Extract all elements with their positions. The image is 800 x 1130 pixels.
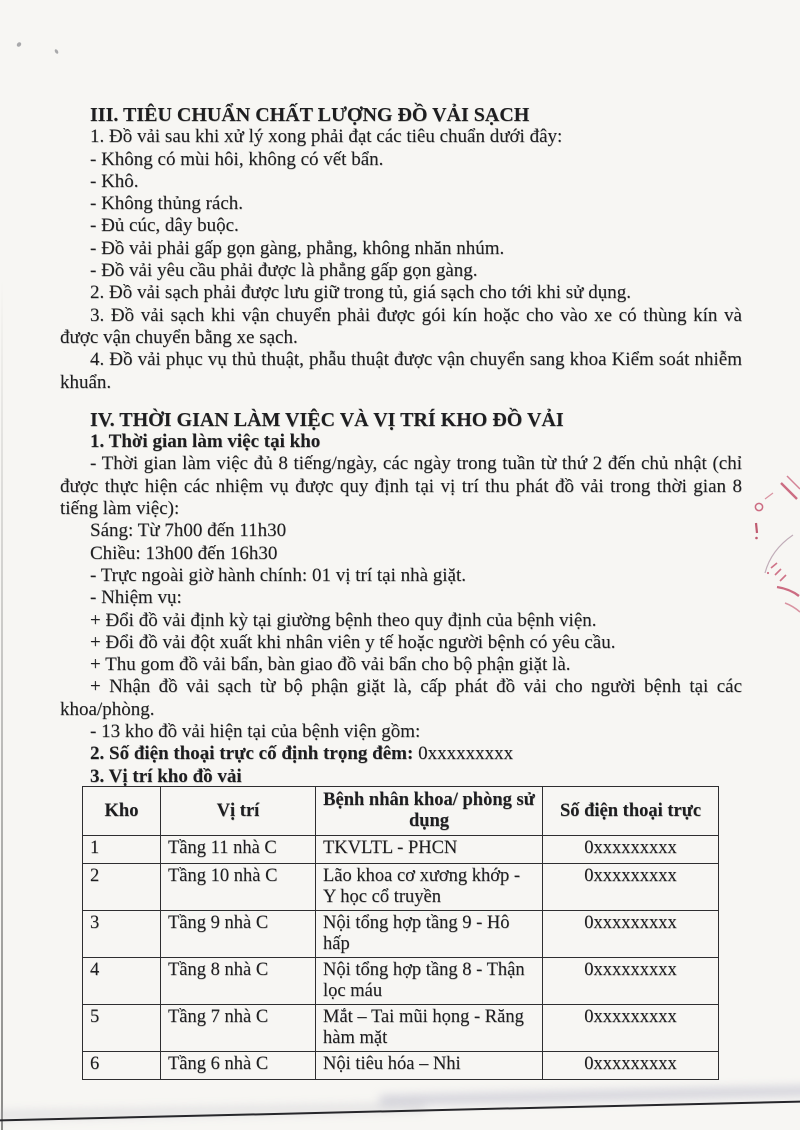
list-item: - Không có mùi hôi, không có vết bẩn. [90, 148, 384, 170]
cell-vi-tri: Tầng 8 nhà C [161, 958, 316, 1005]
list-item: - Đồ vải yêu cầu phải được là phẳng gấp gọn gàng. [90, 260, 478, 282]
table-row [83, 911, 719, 958]
cell-kho: 4 [83, 958, 161, 1005]
cell-kho: 3 [83, 911, 161, 958]
red-stamp-mark [735, 455, 800, 630]
cell-kho: 2 [83, 864, 161, 911]
list-item: + Đổi đồ vải định kỳ tại giường bệnh theo quy định của bệnh viện. [90, 609, 597, 631]
list-item: - Không thủng rách. [90, 193, 244, 215]
cell-phone: 0xxxxxxxxx [543, 958, 719, 1005]
subsection-1-heading: 1. Thời gian làm việc tại kho [90, 431, 321, 453]
list-item: + Thu gom đồ vải bẩn, bàn giao đồ vải bẩn cho bộ phận giặt là. [90, 654, 571, 676]
table-row [83, 1005, 719, 1052]
cell-kho: 5 [83, 1005, 161, 1052]
paragraph: 2. Đồ vải sạch phải được lưu giữ trong tủ, giá sạch cho tới khi sử dụng. [90, 282, 631, 304]
cell-benh-nhan: Lão khoa cơ xương khớp - Y học cổ truyền [316, 864, 543, 911]
paragraph: 4. Đồ vải phục vụ thủ thuật, phẫu thuật được vận chuyển sang khoa Kiểm soát nhiễm khuẩn. [60, 349, 742, 393]
cell-kho: 1 [83, 836, 161, 864]
table-header-row [83, 787, 719, 836]
linen-warehouse-table [82, 786, 719, 1080]
table-row [83, 1052, 719, 1080]
cell-benh-nhan: Nội tổng hợp tầng 8 - Thận lọc máu [316, 958, 543, 1005]
subsection-2-label: 2. Số điện thoại trực cố định trọng đêm: [90, 743, 414, 765]
cell-benh-nhan: Nội tiêu hóa – Nhi [316, 1052, 543, 1080]
cell-phone: 0xxxxxxxxx [543, 836, 719, 864]
column-header-benh-nhan: Bệnh nhân khoa/ phòng sử dụng [316, 787, 543, 836]
column-header-kho: Kho [83, 787, 161, 836]
cell-phone: 0xxxxxxxxx [543, 1052, 719, 1080]
column-header-vi-tri: Vị trí [161, 787, 316, 836]
table-row [83, 836, 719, 864]
cell-benh-nhan: TKVLTL - PHCN [316, 836, 543, 864]
cell-vi-tri: Tầng 11 nhà C [161, 836, 316, 864]
list-item: + Đổi đồ vải đột xuất khi nhân viên y tế hoặc người bệnh có yêu cầu. [90, 631, 616, 653]
paragraph: Chiều: 13h00 đến 16h30 [90, 542, 278, 564]
subsection-2-heading [60, 743, 742, 765]
paper-speck [16, 41, 22, 47]
paragraph: - Thời gian làm việc đủ 8 tiếng/ngày, các ngày trong tuần từ thứ 2 đến chủ nhật (chỉ được thực hiện các nhiệm vụ được quy định tại vị trí thu phát đồ vải trong thời gian 8 tiếng làm việc): [60, 453, 742, 520]
cell-kho: 6 [83, 1052, 161, 1080]
section-iv-heading: IV. THỜI GIAN LÀM VIỆC VÀ VỊ TRÍ KHO ĐỒ VẢI [90, 408, 564, 431]
cell-vi-tri: Tầng 10 nhà C [161, 864, 316, 911]
paper-left-edge [1, 280, 3, 1130]
document-body [60, 104, 742, 788]
list-item: - Đồ vải phải gấp gọn gàng, phẳng, không nhăn nhúm. [90, 237, 505, 259]
cell-vi-tri: Tầng 9 nhà C [161, 911, 316, 958]
paragraph: Sáng: Từ 7h00 đến 11h30 [90, 520, 287, 542]
subsection-3-heading: 3. Vị trí kho đồ vải [90, 765, 242, 787]
table-row [83, 864, 719, 911]
list-item: - Khô. [90, 170, 139, 192]
cell-phone: 0xxxxxxxxx [543, 1005, 719, 1052]
paper-speck [54, 49, 59, 55]
list-item: - Đủ cúc, dây buộc. [90, 215, 239, 237]
subsection-2-phone-value: 0xxxxxxxxx [413, 743, 514, 765]
paragraph: 1. Đồ vải sau khi xử lý xong phải đạt các tiêu chuẩn dưới đây: [90, 126, 563, 148]
cell-vi-tri: Tầng 7 nhà C [161, 1005, 316, 1052]
list-item: - Nhiệm vụ: [90, 587, 182, 609]
column-header-so-dien-thoai: Số điện thoại trực [543, 787, 719, 836]
cell-vi-tri: Tầng 6 nhà C [161, 1052, 316, 1080]
paragraph: 3. Đồ vải sạch khi vận chuyển phải được gói kín hoặc cho vào xe có thùng kín và được vận chuyển bằng xe sạch. [60, 304, 742, 348]
cell-phone: 0xxxxxxxxx [543, 911, 719, 958]
section-iii-heading: III. TIÊU CHUẨN CHẤT LƯỢNG ĐỒ VẢI SẠCH [90, 104, 530, 126]
list-item: - Trực ngoài giờ hành chính: 01 vị trí tại nhà giặt. [90, 564, 467, 586]
table-row [83, 958, 719, 1005]
list-item: + Nhận đồ vải sạch từ bộ phận giặt là, cấp phát đồ vải cho người bệnh tại các khoa/phòng. [60, 676, 742, 720]
cell-benh-nhan: Mắt – Tai mũi họng - Răng hàm mặt [316, 1005, 543, 1052]
list-item: - 13 kho đồ vải hiện tại của bệnh viện gồm: [90, 721, 421, 743]
cell-phone: 0xxxxxxxxx [543, 864, 719, 911]
cell-benh-nhan: Nội tổng hợp tầng 9 - Hô hấp [316, 911, 543, 958]
